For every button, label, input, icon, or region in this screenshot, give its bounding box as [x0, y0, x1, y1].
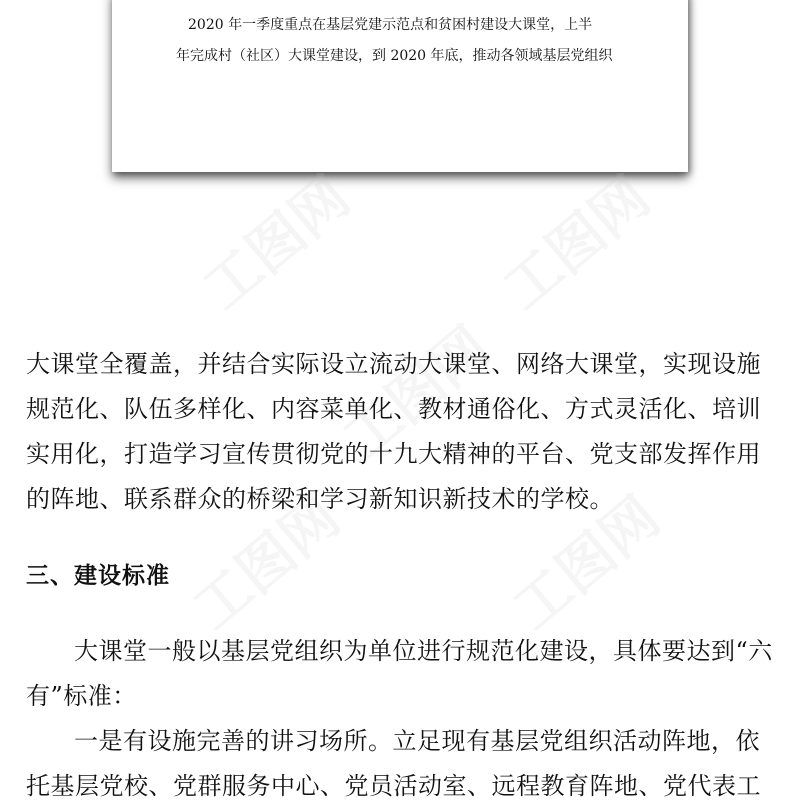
paragraph-line: 的阵地、联系群众的桥梁和学习新知识新技术的学校。	[26, 485, 614, 513]
watermark-logo: 工图网	[191, 164, 363, 323]
body-paragraph	[26, 342, 778, 522]
body-paragraph	[26, 719, 778, 809]
card-text-line: 2020 年一季度重点在基层党建示范点和贫困村建设大课堂，上半	[188, 17, 593, 33]
paragraph-line: 规范化、队伍多样化、内容菜单化、教材通俗化、方式灵活化、培训	[26, 395, 761, 423]
watermark-logo: 工图网	[181, 484, 353, 643]
paragraph-line: 大课堂全覆盖，并结合实际设立流动大课堂、网络大课堂，实现设施	[26, 350, 761, 378]
paragraph-line: 实用化，打造学习宣传贯彻党的十九大精神的平台、党支部发挥作用	[26, 440, 761, 468]
paragraph-line: 有”标准：	[26, 682, 137, 710]
watermark-logo: 工图网	[501, 484, 673, 643]
section-heading: 三、建设标准	[26, 563, 170, 589]
paragraph-line: 大课堂一般以基层党组织为单位进行规范化建设，具体要达到“六	[74, 637, 773, 665]
card-text-line: 年完成村（社区）大课堂建设，到 2020 年底，推动各领域基层党组织	[176, 48, 613, 64]
watermark-logo: 工图网	[491, 164, 663, 323]
page-card	[112, 0, 688, 172]
body-paragraph	[26, 629, 778, 719]
watermark-logo: 工图网	[331, 314, 503, 473]
paragraph-line: 托基层党校、党群服务中心、党员活动室、远程教育阵地、党代表工	[26, 772, 761, 800]
paragraph-line: 一是有设施完善的讲习场所。立足现有基层党组织活动阵地，依	[74, 727, 760, 755]
